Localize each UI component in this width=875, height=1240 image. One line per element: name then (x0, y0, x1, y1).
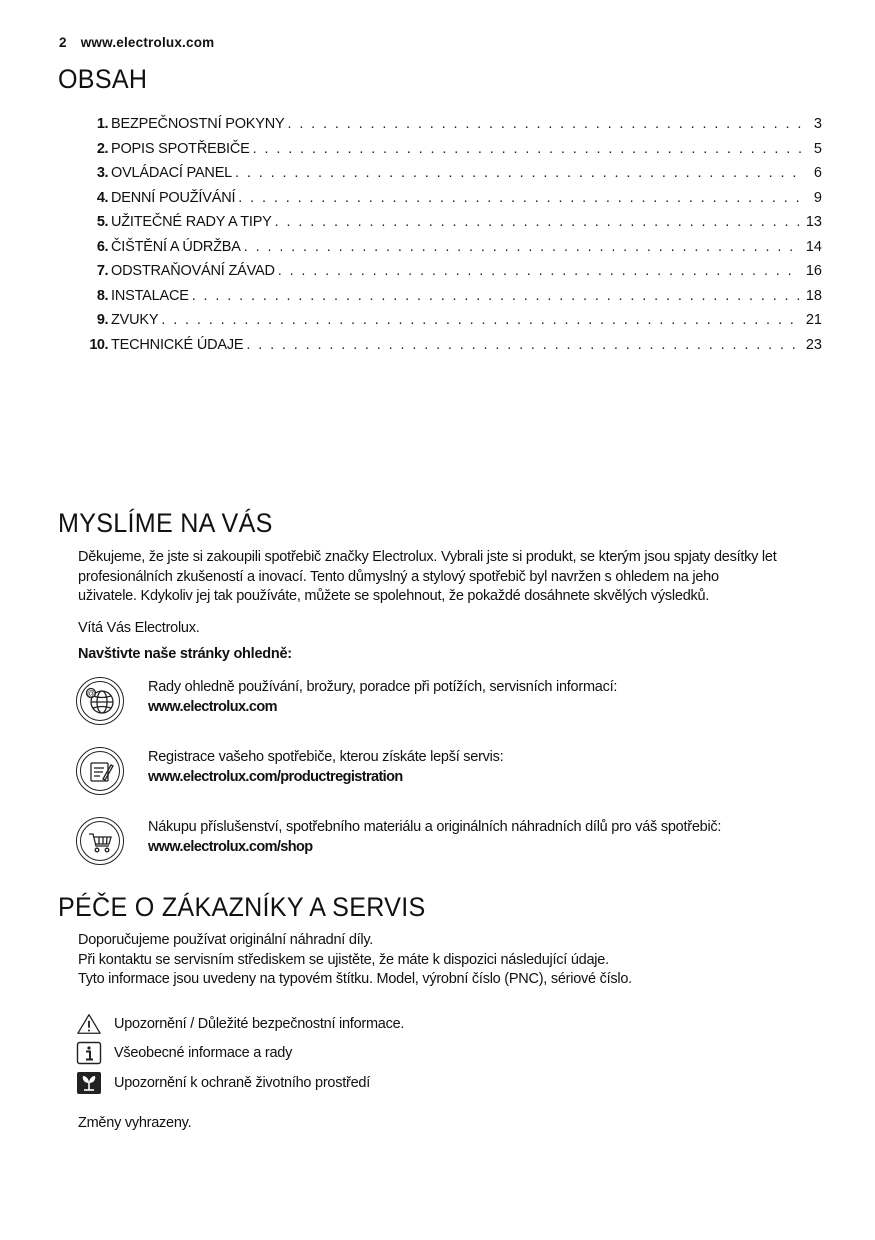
toc-item[interactable] (80, 288, 822, 313)
visit-description: Registrace vašeho spotřebiče, kterou získáte lepší servis: (148, 749, 504, 765)
toc-item[interactable] (80, 214, 822, 239)
toc-leader (253, 141, 802, 157)
toc-leader (275, 214, 800, 230)
toc-page: 6 (813, 165, 822, 181)
visit-label: Navštivte naše stránky ohledně: (78, 646, 292, 662)
toc-title: DENNÍ POUŽÍVÁNÍ (111, 189, 236, 206)
toc-title: ČIŠTĚNÍ A ÚDRŽBA (111, 238, 241, 255)
visit-link[interactable]: www.electrolux.com/productregistration (148, 769, 403, 785)
toc-title: ZVUKY (111, 312, 159, 328)
service-heading: PÉČE O ZÁKAZNÍKY A SERVIS (58, 892, 426, 922)
toc-page: 3 (813, 116, 822, 132)
toc-title: UŽITEČNÉ RADY A TIPY (111, 214, 272, 230)
toc-title: ODSTRAŇOVÁNÍ ZÁVAD (111, 263, 275, 279)
toc-item[interactable] (80, 141, 822, 166)
visit-text-block (148, 817, 721, 857)
visit-item-registration (76, 747, 796, 803)
toc-page: 14 (805, 238, 822, 255)
service-line: Tyto informace jsou uvedeny na typovém štítku. Model, výrobní číslo (PNC), sériové číslo. (78, 971, 632, 987)
toc-number: 3. (96, 165, 108, 181)
toc-leader (192, 288, 800, 304)
warning-icon (76, 1012, 102, 1036)
intro-line: Děkujeme, že jste si zakoupili spotřebič značky Electrolux. Vybrali jste si produkt, se kterým jsou spjaty desítky let (78, 549, 777, 565)
toc-title: TECHNICKÉ ÚDAJE (111, 336, 244, 353)
page-number: 2 (59, 35, 67, 50)
symbol-text: Upozornění / Důležité bezpečnostní informace. (114, 1016, 405, 1032)
toc-item[interactable] (80, 116, 822, 141)
toc-page: 5 (813, 140, 822, 157)
symbol-info (76, 1040, 292, 1066)
toc-leader (235, 165, 802, 181)
visit-link[interactable]: www.electrolux.com (148, 699, 277, 715)
symbol-warning (76, 1011, 404, 1037)
toc-number: 2. (96, 140, 108, 157)
toc-number: 6. (96, 238, 108, 255)
table-of-contents (80, 116, 822, 361)
visit-link[interactable]: www.electrolux.com/shop (148, 839, 313, 855)
contents-heading: OBSAH (58, 64, 148, 94)
visit-item-support (76, 677, 796, 733)
toc-title: INSTALACE (111, 287, 189, 304)
changes-reserved-note: Změny vyhrazeny. (78, 1115, 192, 1131)
toc-title: OVLÁDACÍ PANEL (111, 165, 233, 181)
visit-item-shop (76, 817, 796, 873)
globe-icon (76, 677, 124, 725)
symbol-text: Upozornění k ochraně životního prostředí (114, 1075, 370, 1091)
toc-number: 4. (96, 189, 108, 206)
toc-item[interactable] (80, 190, 822, 215)
toc-number: 8. (96, 287, 108, 304)
svg-text:@: @ (86, 689, 96, 698)
service-line: Doporučujeme používat originální náhradní díly. (78, 932, 374, 948)
intro-line: profesionálních zkušeností a inovací. Tento důmyslný a stylový spotřebič byl navržen s ohledem na jeho (78, 568, 719, 585)
symbol-text: Všeobecné informace a rady (114, 1045, 293, 1061)
intro-line: uživatele. Kdykoliv jej tak používáte, můžete se spolehnout, že pokaždé dosáhnete skvělých výsledků. (78, 588, 710, 604)
toc-item[interactable] (80, 263, 822, 288)
service-line: Při kontaktu se servisním střediskem se ujistěte, že máte k dispozici následující údaje. (78, 951, 609, 968)
visit-description: Rady ohledně používání, brožury, poradce při potížích, servisních informací: (148, 679, 618, 695)
intro-paragraph (78, 548, 776, 607)
symbol-environment (76, 1070, 370, 1096)
page-header (59, 35, 214, 50)
toc-item[interactable] (80, 337, 822, 362)
toc-title: POPIS SPOTŘEBIČE (111, 140, 250, 157)
info-icon (76, 1041, 102, 1065)
toc-number: 9. (96, 312, 108, 328)
toc-leader (287, 116, 802, 132)
registration-icon (76, 747, 124, 795)
toc-number: 7. (96, 263, 108, 279)
toc-title: BEZPEČNOSTNÍ POKYNY (111, 116, 285, 132)
toc-item[interactable] (80, 239, 822, 264)
toc-page: 16 (805, 263, 822, 279)
shopping-cart-icon (76, 817, 124, 865)
header-site[interactable]: www.electrolux.com (80, 35, 215, 50)
thinking-heading: MYSLÍME NA VÁS (58, 508, 273, 538)
toc-item[interactable] (80, 165, 822, 190)
toc-page: 13 (805, 214, 822, 230)
environment-icon (76, 1071, 102, 1095)
welcome-text: Vítá Vás Electrolux. (78, 620, 200, 636)
toc-page: 18 (805, 287, 822, 304)
toc-item[interactable] (80, 312, 822, 337)
visit-text-block (148, 747, 503, 787)
visit-text-block (148, 677, 617, 717)
toc-leader (246, 337, 800, 353)
toc-leader (244, 239, 800, 255)
visit-description: Nákupu příslušenství, spotřebního materiálu a originálních náhradních dílů pro váš spotřebič: (148, 819, 722, 835)
toc-leader (161, 312, 800, 328)
toc-page: 21 (805, 312, 822, 328)
toc-number: 10. (89, 336, 108, 353)
toc-leader (278, 263, 800, 279)
toc-leader (238, 190, 802, 206)
toc-page: 23 (805, 336, 822, 353)
toc-page: 9 (813, 189, 822, 206)
toc-number: 1. (96, 116, 108, 132)
toc-number: 5. (96, 214, 108, 230)
service-paragraph (78, 931, 632, 990)
